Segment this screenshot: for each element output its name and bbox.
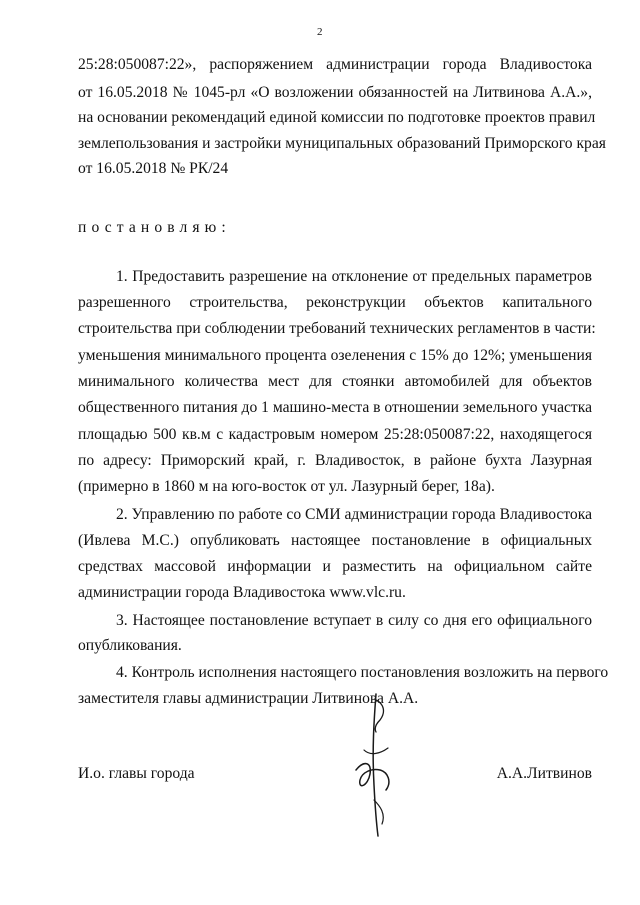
item1-line-2: разрешенного строительства, реконструкции объектов капитального (78, 294, 592, 311)
intro-line-5: от 16.05.2018 № РК/24 (78, 160, 229, 177)
intro-line-2: от 16.05.2018 № 1045-рл «О возложении обязанностей на Литвинова А.А.», (78, 84, 592, 101)
intro-line-4: землепользования и застройки муниципальных образований Приморского края (78, 135, 606, 152)
item1-line-9: (примерно в 1860 м на юго-восток от ул. Лазурный берег, 18а). (78, 478, 495, 495)
item2-line-3: средствах массовой информации и разместить на официальном сайте (78, 558, 592, 575)
item4-line-1: 4. Контроль исполнения настоящего постановления возложить на первого (116, 664, 609, 681)
item1-line-5: минимального количества мест для стоянки автомобилей для объектов (78, 373, 592, 390)
item2-line-4: администрации города Владивостока www.vlc.ru. (78, 584, 406, 601)
item1-line-1: 1. Предоставить разрешение на отклонение от предельных параметров (116, 268, 592, 285)
item4-line-2: заместителя главы администрации Литвинова А.А. (78, 690, 419, 707)
item1-line-6: общественного питания до 1 машино-места в отношении земельного участка (78, 399, 592, 416)
item3-line-2: опубликования. (78, 637, 182, 654)
intro-line-3: на основании рекомендаций единой комиссии по подготовке проектов правил (78, 109, 596, 126)
item1-line-3: строительства при соблюдении требований технических регламентов в части: (78, 320, 596, 337)
item2-line-1: 2. Управлению по работе со СМИ администрации города Владивостока (116, 506, 592, 523)
item2-line-2: (Ивлева М.С.) опубликовать настоящее постановление в официальных (78, 532, 592, 549)
page-number: 2 (317, 26, 323, 38)
item1-line-8: по адресу: Приморский край, г. Владивосток, в районе бухта Лазурная (78, 452, 592, 469)
signatory-position: И.о. главы города (78, 765, 195, 782)
item3-line-1: 3. Настоящее постановление вступает в силу со дня его официального (116, 612, 592, 629)
intro-line-1: 25:28:050087:22», распоряжением администрации города Владивостока (78, 56, 592, 73)
item1-line-4: уменьшения минимального процента озеленения с 15% до 12%; уменьшения (78, 347, 592, 364)
item1-line-7: площадью 500 кв.м с кадастровым номером 25:28:050087:22, находящегося (78, 426, 592, 443)
signatory-name: А.А.Литвинов (496, 765, 592, 782)
decree-heading: постановляю: (78, 219, 231, 236)
handwritten-signature (336, 690, 416, 840)
